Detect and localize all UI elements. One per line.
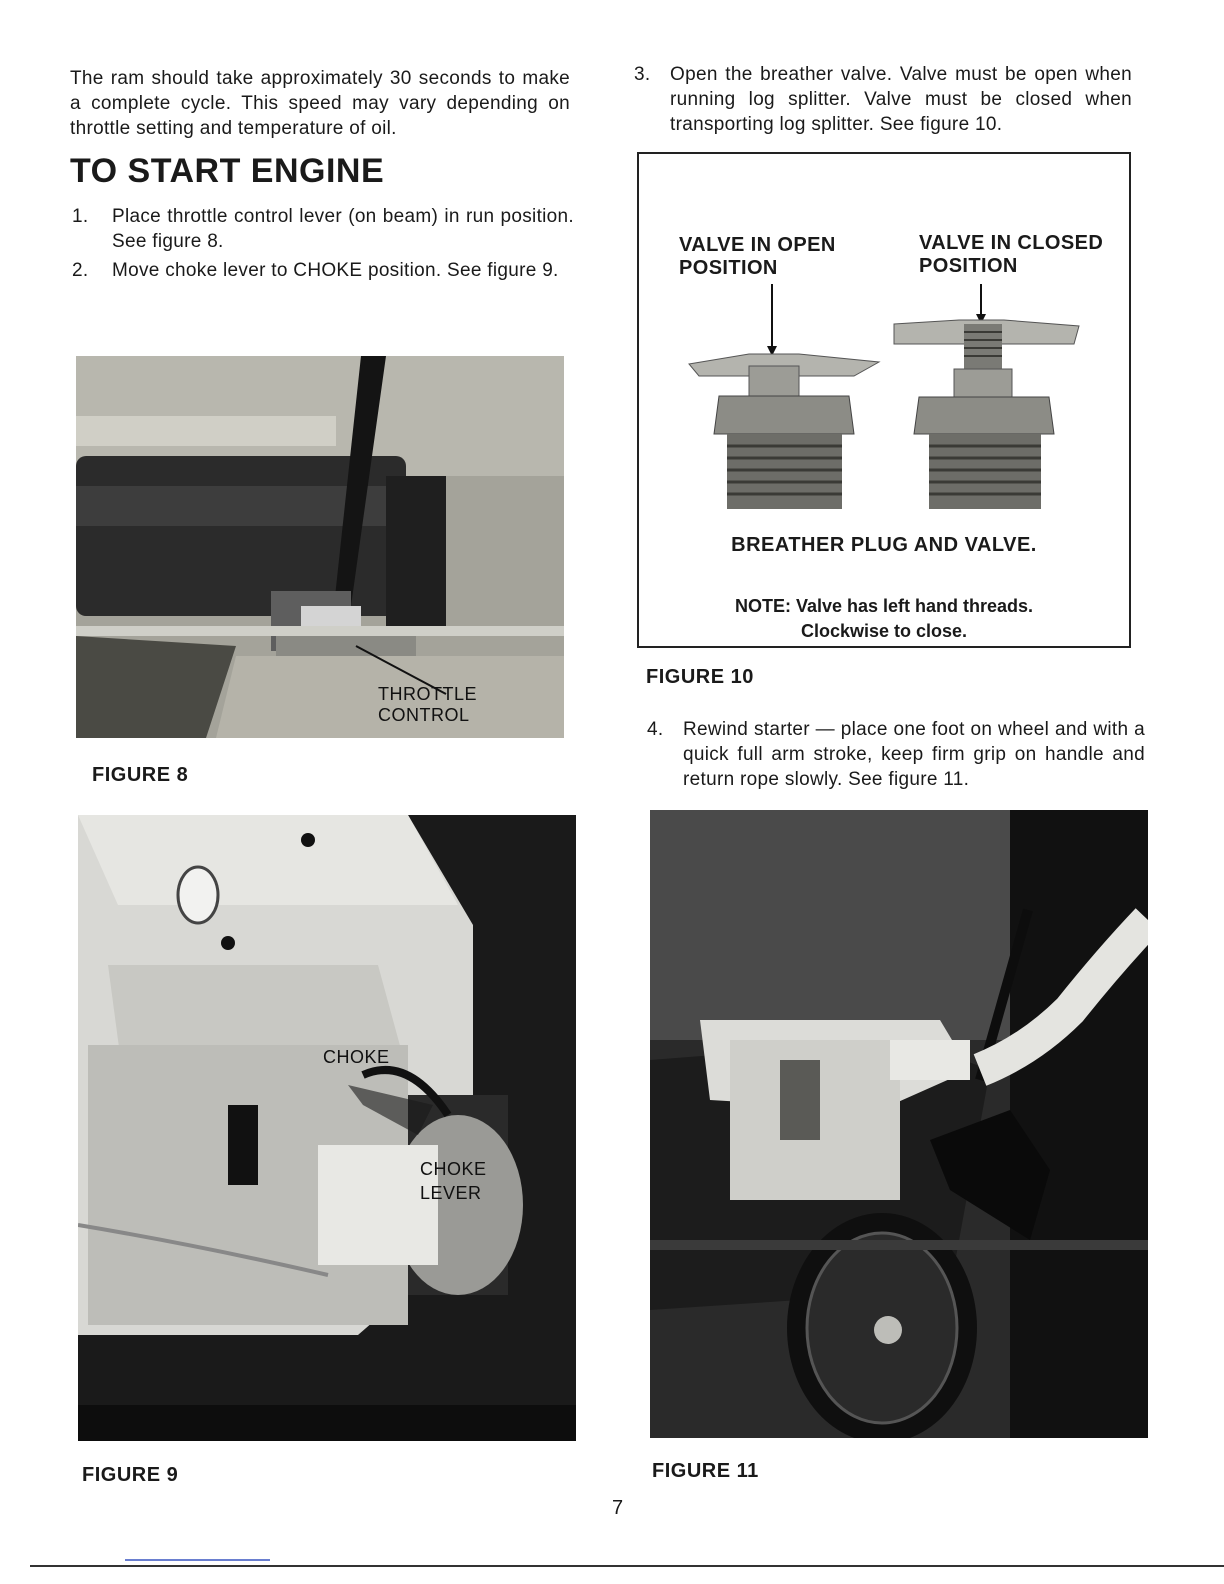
figure-11-caption: FIGURE 11 — [652, 1460, 759, 1482]
figure-9-photo — [78, 815, 576, 1441]
figure-8-caption: FIGURE 8 — [92, 764, 189, 786]
step-1 — [72, 204, 574, 256]
figure-10-note — [639, 594, 1129, 644]
bottom-rule — [30, 1565, 1224, 1567]
step-3-text: Open the breather valve. Valve must be open when running log splitter. Valve must be closed when transporting log splitter. See figure 10. — [670, 64, 1132, 135]
choke-lever-label — [420, 1157, 487, 1205]
valve-closed-label — [919, 232, 1103, 278]
step-4 — [647, 717, 1145, 793]
blue-rule — [125, 1559, 270, 1561]
valve-closed-label-line1: VALVE IN CLOSED — [919, 232, 1104, 254]
step-4-text: Rewind starter — place one foot on wheel and with a quick full arm stroke, keep firm grip on handle and return rope slowly. See figure 11. — [683, 719, 1145, 790]
valve-open-label-line2: POSITION — [679, 257, 778, 279]
step-3-number: 3. — [634, 64, 651, 85]
choke-lever-label-line2: LEVER — [420, 1183, 482, 1203]
valve-closed-label-line2: POSITION — [919, 255, 1018, 277]
valve-open-label-line1: VALVE IN OPEN — [679, 234, 836, 256]
step-1-text: Place throttle control lever (on beam) in run position. See figure 8. — [112, 206, 574, 252]
section-heading: TO START ENGINE — [70, 152, 385, 190]
step-2-text: Move choke lever to CHOKE position. See figure 9. — [112, 260, 559, 281]
figure-10-box — [637, 152, 1131, 648]
figure-10-note-line2: Clockwise to close. — [800, 621, 968, 641]
breather-valve-illustration — [679, 284, 1099, 514]
intro-paragraph: The ram should take approximately 30 seconds to make a complete cycle. This speed may vary depending on throttle setting and temperature of oil. — [70, 68, 570, 139]
figure-10-caption: FIGURE 10 — [646, 666, 754, 688]
figure-10-title: BREATHER PLUG AND VALVE. — [731, 534, 1037, 556]
choke-label: CHOKE — [323, 1047, 390, 1067]
step-1-number: 1. — [72, 206, 89, 227]
step-2-number: 2. — [72, 260, 89, 281]
step-2 — [72, 258, 574, 310]
valve-open-label — [679, 234, 836, 280]
figure-8-photo — [76, 356, 564, 738]
figure-9-caption: FIGURE 9 — [82, 1464, 179, 1486]
choke-lever-label-line1: CHOKE — [420, 1159, 487, 1179]
throttle-control-label: THROTTLE CONTROL — [378, 684, 478, 725]
step-3 — [634, 62, 1132, 138]
figure-11-photo — [650, 810, 1148, 1438]
step-4-number: 4. — [647, 719, 664, 740]
page-number: 7 — [612, 1497, 624, 1519]
figure-10-note-line1: NOTE: Valve has left hand threads. — [734, 596, 1034, 616]
